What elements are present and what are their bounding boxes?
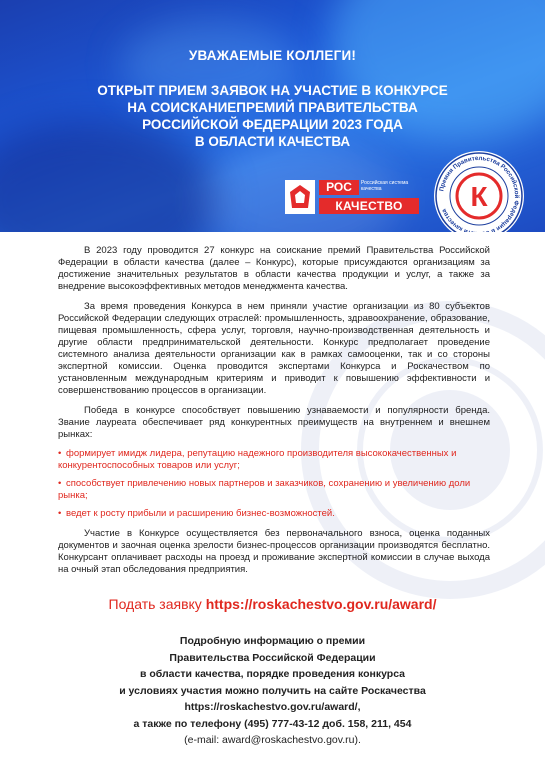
body-text (58, 245, 490, 584)
phone-line: а также по телефону (495) 777-43-12 доб. 158, 211, 454 (133, 717, 412, 730)
bullet-icon: • (58, 478, 62, 489)
paragraph: Участие в Конкурсе осуществляется без первоначального взноса, оценка поданных документов и заочная оценка зрелости бизнес-процессов организации производятся бесплатно. Конкурсант оплачивает расходы на проезд и проживание экспертной комиссии в случае выхода на очный этап обследования предприятия. (58, 528, 490, 575)
greeting-heading: УВАЖАЕМЫЕ КОЛЛЕГИ! (188, 48, 357, 63)
logo-subtitle: Российская система качества (361, 180, 409, 192)
paragraph: В 2023 году проводится 27 конкурс на соискание премий Правительства Российской Федерации в области качества (далее – Конкурс), которые присуждаются организациям за достижение значительных результатов в области качества продукции и услуг, а также за внедрение высокоэффективных методов менеджмента качества. (58, 245, 490, 292)
benefits-list (58, 448, 490, 520)
paragraph: Победа в конкурсе способствует повышению узнаваемости и популярности бренда. Звание лауреата обеспечивает ряд конкурентных преимуществ на внутреннем и внешнем рынках: (58, 405, 490, 440)
quality-award-seal-icon (433, 150, 525, 238)
paragraph: За время проведения Конкурса в нем приняли участие организации из 80 субъектов Российской Федерации следующих отраслей: промышленность, здравоохранение, образование, пищевая промышленность, сфера услуг, торговля, научно-производственная деятельность и другие области предпринимательской деятельности. Конкурс предполагает проведение системного анализа деятельности организации как в рамках самооценки, так и со стороны экспертной комиссии. Оценка проводится экспертами Конкурса и Роскачеством по установленным международным критериям и приводит к повышению эффективности и совершенствованию процессов в организации. (58, 301, 490, 396)
apply-label: Подать заявку (108, 596, 202, 612)
apply-link[interactable]: https://roskachestvo.gov.ru/award/ (205, 596, 437, 612)
email-line[interactable]: (e-mail: award@roskachestvo.gov.ru). (184, 734, 361, 746)
list-item (58, 508, 490, 520)
info-line: и условиях участия можно получить на сайте Роскачества (119, 684, 426, 697)
title-line: НА СОИСКАНИЕПРЕМИЙ ПРАВИТЕЛЬСТВА (127, 100, 418, 115)
info-line: Подробную информацию о премии (179, 635, 366, 647)
header-banner (0, 0, 545, 238)
list-item-text: способствует привлечению новых партнеров и заказчиков, сохранению и увеличению доли рынка; (58, 478, 471, 501)
svg-text:К: К (470, 181, 488, 212)
list-item (58, 448, 490, 472)
bullet-icon: • (58, 448, 62, 459)
info-line: в области качества, порядке проведения конкурса (139, 668, 406, 680)
contact-info (0, 633, 545, 749)
bullet-icon: • (58, 508, 62, 519)
website-link[interactable]: https://roskachestvo.gov.ru/award/, (184, 701, 361, 713)
logo-mark-icon (285, 180, 315, 214)
pentagon-icon (289, 184, 311, 210)
list-item-text: ведет к росту прибыли и расширению бизнес-возможностей. (66, 508, 335, 519)
info-line: Правительства Российской Федерации (169, 651, 376, 664)
logo-text-top: РОС (319, 180, 359, 195)
title-line: В ОБЛАСТИ КАЧЕСТВА (194, 134, 351, 149)
apply-call-to-action (0, 596, 545, 612)
announcement-title (40, 82, 505, 150)
list-item (58, 478, 490, 502)
title-line: ОТКРЫТ ПРИЕМ ЗАЯВОК НА УЧАСТИЕ В КОНКУРСЕ (97, 83, 448, 98)
roskachestvo-logo (285, 180, 421, 214)
title-line: РОССИЙСКОЙ ФЕДЕРАЦИИ 2023 ГОДА (142, 117, 403, 132)
logo-text-main: КАЧЕСТВО (319, 198, 419, 214)
list-item-text: формирует имидж лидера, репутацию надежного производителя высококачественных и конкурентоспособных товаров или услуг; (58, 448, 457, 471)
svg-text:Премии Правительства Российско: Премии Правительства Российской Федерации в области качества (438, 154, 521, 238)
